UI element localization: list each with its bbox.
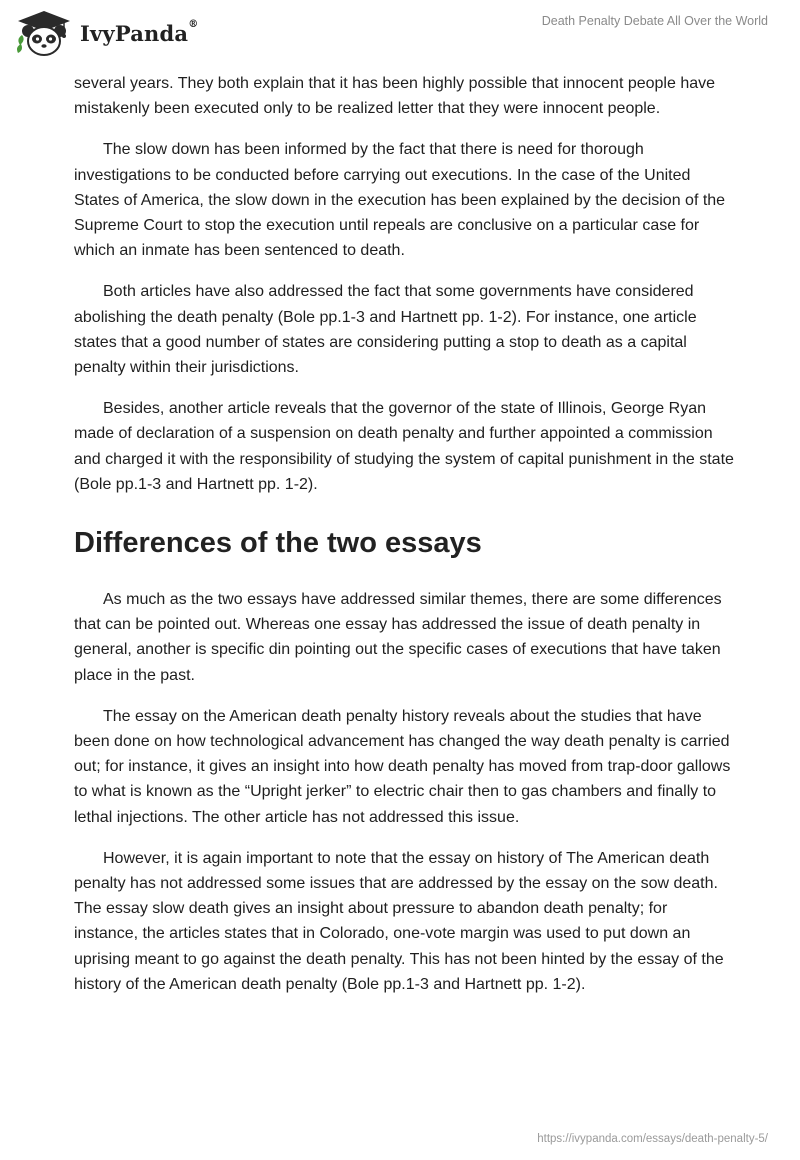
ivypanda-logo[interactable] xyxy=(14,9,198,57)
section-heading: Differences of the two essays xyxy=(74,527,482,560)
paragraph: However, it is again important to note that the essay on history of The American death penalty has not addressed some issues that are addressed by the essay on the sow death. The essay slow death gives an insight about pressure to abandon death penalty; for instance, the articles states that in Colorado, one-vote margin was used to put down an uprising meant to go against the death penalty. This has not been hinted by the essay of the history of the American death penalty (Bole pp.1-3 and Hartnett pp. 1-2). xyxy=(74,849,724,993)
panda-graduate-icon xyxy=(14,9,74,57)
page-header xyxy=(0,0,800,70)
paragraph: The slow down has been informed by the fact that there is need for thorough investigations to be conducted before carrying out executions. In the case of the United States of America, the slow down in the execution has been explained by the decision of the Supreme Court to stop the execution until repeals are conclusive on a particular case for which an inmate has been sentenced to death. xyxy=(74,141,726,260)
paragraph: Both articles have also addressed the fact that some governments have considered abolishing the death penalty (Bole pp.1-3 and Hartnett pp. 1-2). For instance, one article states that a good number of states are considering putting a stop to death as a capital penalty within their jurisdictions. xyxy=(74,283,697,377)
brand-name: IvyPanda® xyxy=(80,18,199,46)
paragraph: Besides, another article reveals that the governor of the state of Illinois, George Ryan made of declaration of a suspension on death penalty and further appointed a commission and charged it with the responsibility of studying the system of capital punishment in the state (Bole pp.1-3 and Hartnett pp. 1-2). xyxy=(74,400,734,493)
article-body xyxy=(74,71,734,1013)
paragraph: several years. They both explain that it has been highly possible that innocent people have mistakenly been executed only to be realized letter that they were innocent people. xyxy=(74,75,716,118)
document-title: Death Penalty Debate All Over the World xyxy=(541,14,768,28)
paragraph: As much as the two essays have addressed similar themes, there are some differences that can be pointed out. Whereas one essay has addressed the issue of death penalty in general, another is specific din pointing out the specific cases of executions that have taken place in the past. xyxy=(74,591,722,684)
footer-url[interactable]: https://ivypanda.com/essays/death-penalty-5/ xyxy=(537,1133,768,1145)
paragraph: The essay on the American death penalty history reveals about the studies that have been done on how technological advancement has changed the way death penalty is carried out; for instance, it gives an insight into how death penalty has moved from trap-door gallows to what is known as the “Upright jerker” to electric chair then to gas chambers and finally to lethal injections. The other article has not addressed this issue. xyxy=(74,707,731,826)
